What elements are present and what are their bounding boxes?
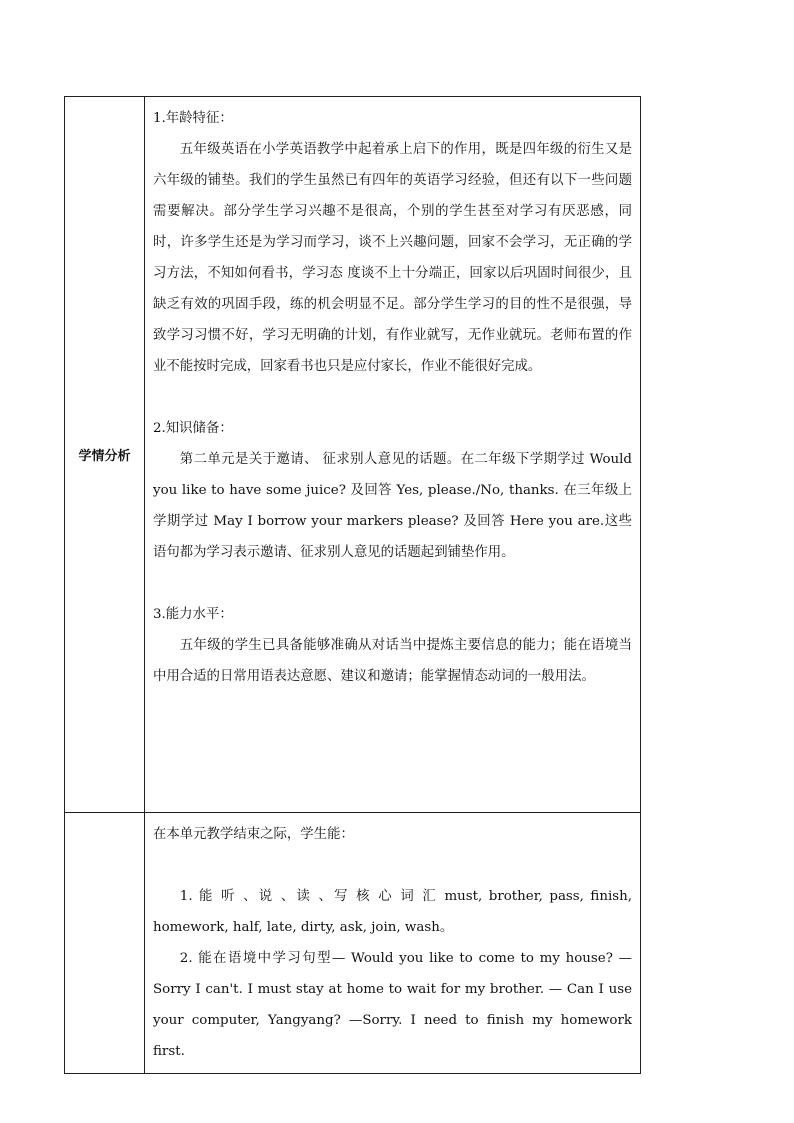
spacer xyxy=(153,568,632,599)
age-paragraph: 五年级英语在小学英语教学中起着承上启下的作用，既是四年级的衍生又是六年级的铺垫。我们的学生虽然已有四年的英语学习经验，但还有以下一些问题需要解决。部分学生学习兴趣不是很高，个别的学生甚至对学习有厌恶感，同时，许多学生还是为学习而学习，谈不上兴趣问题，回家不会学习，无正确的学习方法，不知如何看书，学习态 度谈不上十分端正，回家以后巩固时间很少，且缺乏有效的巩固手段，练的机会明显不足。部分学生学习的目的性不是很强，导致学习习惯不好，学习无明确的计划，有作业就写，无作业就玩。老师布置的作业不能按时完成，回家看书也只是应付家长，作业不能很好完成。 xyxy=(153,142,632,374)
objectives-intro: 在本单元教学结束之际，学生能： xyxy=(153,827,354,842)
age-heading: 1.年龄特征： xyxy=(153,111,233,126)
ability-heading: 3.能力水平： xyxy=(153,607,233,622)
objectives-list xyxy=(153,881,632,1067)
student-analysis-content xyxy=(145,97,641,813)
row-label-student-analysis: 学情分析 xyxy=(65,97,145,813)
row-label-objectives xyxy=(65,813,145,1074)
objectives-content xyxy=(145,813,641,1074)
ability-paragraph: 五年级的学生已具备能够准确从对话当中提炼主要信息的能力；能在语境当中用合适的日常用语表达意愿、建议和邀请；能掌握情态动词的一般用法。 xyxy=(153,638,632,684)
objective-item-2: 2. 能在语境中学习句型— Would you like to come to my house? —Sorry I can't. I must stay at home to wait for my brother. — Can I use your computer, Yangyang? —Sorry. I need to finish my homework first. xyxy=(153,951,632,1059)
table-row xyxy=(65,813,641,1074)
spacer xyxy=(153,382,632,413)
lesson-plan-table xyxy=(64,96,641,1074)
knowledge-paragraph: 第二单元是关于邀请、 征求别人意见的话题。在二年级下学期学过 Would you like to have some juice? 及回答 Yes, please./No, thanks. 在三年级上学期学过 May I borrow your markers please? 及回答 Here you are.这些语句都为学习表示邀请、征求别人意见的话题起到铺垫作用。 xyxy=(153,452,632,560)
knowledge-heading: 2.知识储备： xyxy=(153,421,233,436)
table-row xyxy=(65,97,641,813)
objective-item-1: 1. 能 听 、说 、读 、写 核 心 词 汇 must, brother, pass, finish, homework, half, late, dirty, ask, join, wash。 xyxy=(153,889,632,935)
spacer xyxy=(153,850,632,881)
